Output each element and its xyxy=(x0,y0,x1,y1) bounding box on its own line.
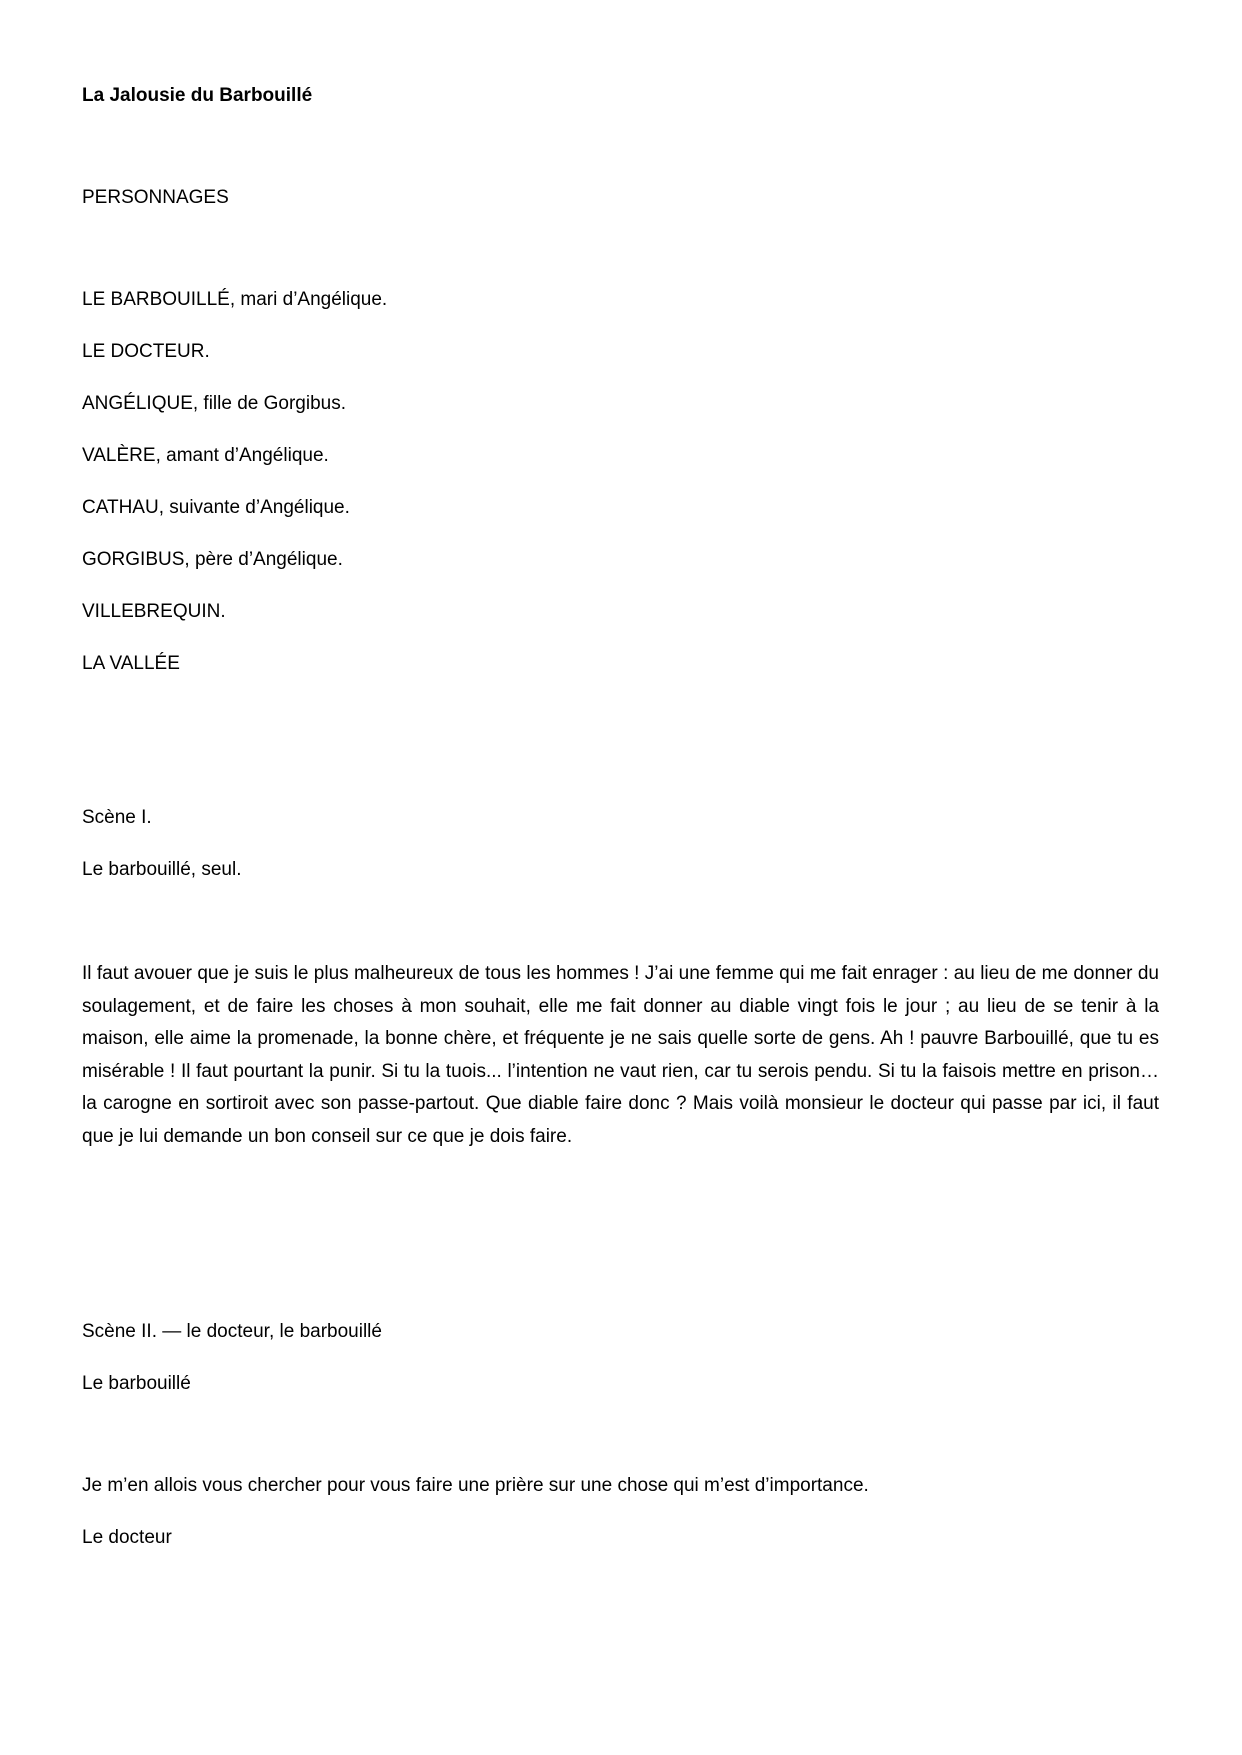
scene-1-monologue: Il faut avouer que je suis le plus malheureux de tous les hommes ! J’ai une femme qui me fait enrager : au lieu de me donner du soulagement, et de faire les choses à mon souhait, elle me fait donner au diable vingt fois le jour ; au lieu de se tenir à la maison, elle aime la promenade, la bonne chère, et fréquente je ne sais quelle sorte de gens. Ah ! pauvre Barbouillé, que tu es misérable ! Il faut pourtant la punir. Si tu la tuois... l’intention ne vaut rien, car tu serois pendu. Si tu la faisois mettre en prison… la carogne en sortiroit avec son passe-partout. Que diable faire donc ? Mais voilà monsieur le docteur qui passe par ici, il faut que je lui demande un bon conseil sur ce que je dois faire. xyxy=(82,963,1159,1147)
scene-2-line-1: Je m’en allois vous chercher pour vous faire une prière sur une chose qui m’est d’importance. xyxy=(82,1475,869,1496)
character-item: LE BARBOUILLÉ, mari d’Angélique. xyxy=(82,289,388,310)
character-item: VILLEBREQUIN. xyxy=(82,601,226,622)
character-item: LE DOCTEUR. xyxy=(82,341,210,362)
character-item: GORGIBUS, père d’Angélique. xyxy=(82,549,343,570)
scene-2-speaker-barbouille: Le barbouillé xyxy=(82,1373,191,1394)
document-title: La Jalousie du Barbouillé xyxy=(82,85,313,106)
scene-1-speaker: Le barbouillé, seul. xyxy=(82,859,242,880)
character-item: VALÈRE, amant d’Angélique. xyxy=(82,445,329,466)
character-item: LA VALLÉE xyxy=(82,653,180,674)
scene-1-heading: Scène I. xyxy=(82,807,152,828)
character-item: ANGÉLIQUE, fille de Gorgibus. xyxy=(82,393,346,414)
scene-2-speaker-docteur: Le docteur xyxy=(82,1527,172,1548)
scene-2-heading: Scène II. — le docteur, le barbouillé xyxy=(82,1321,382,1342)
character-item: CATHAU, suivante d’Angélique. xyxy=(82,497,350,518)
characters-heading: PERSONNAGES xyxy=(82,187,229,208)
